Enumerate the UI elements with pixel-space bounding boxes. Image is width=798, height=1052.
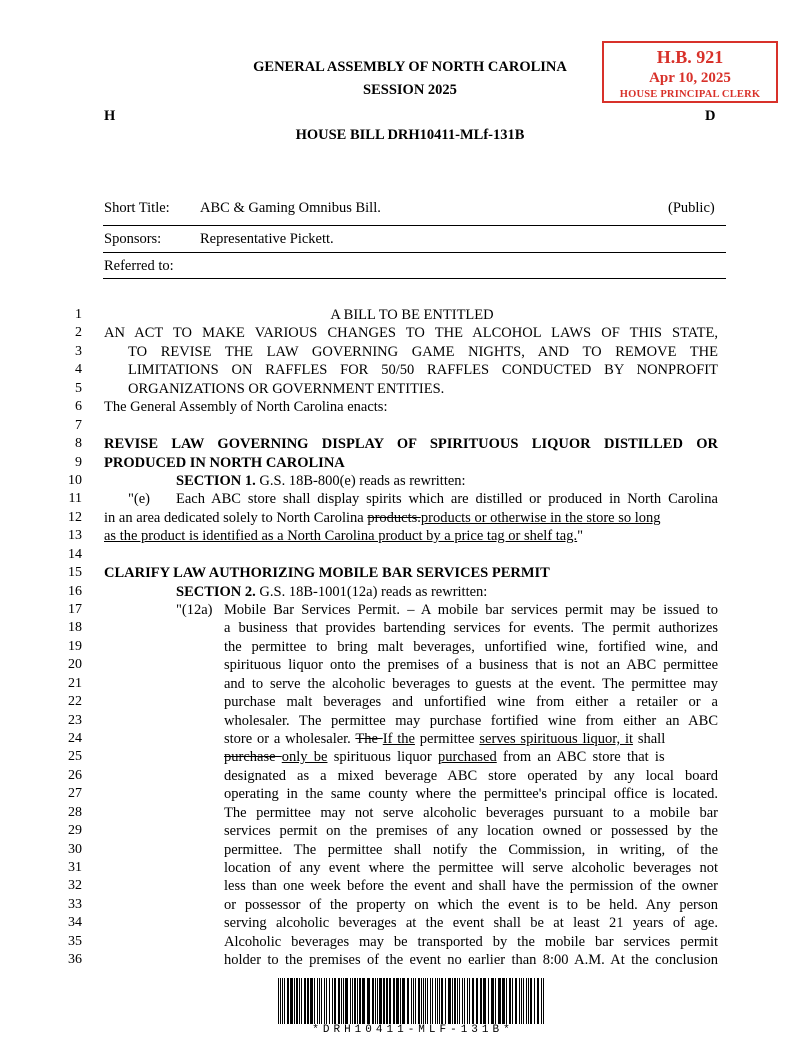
barcode-bar (543, 978, 544, 1024)
stamp-clerk: HOUSE PRINCIPAL CLERK (619, 89, 761, 100)
barcode-bar (519, 978, 520, 1024)
barcode-bar (413, 978, 414, 1024)
line-number: 7 (75, 418, 82, 433)
barcode-bar (294, 978, 295, 1024)
barcode-bar (411, 978, 412, 1024)
barcode-bar (469, 978, 470, 1024)
line-number: 5 (75, 381, 82, 396)
stamp-bill-number: H.B. 921 (656, 47, 724, 67)
barcode (278, 978, 548, 1026)
stamp-date: Apr 10, 2025 (649, 70, 731, 86)
line-number: 32 (68, 878, 82, 893)
line-number: 36 (68, 952, 82, 967)
line-number: 8 (75, 436, 82, 451)
barcode-bar (314, 978, 315, 1024)
barcode-bar (402, 978, 405, 1024)
statute-text: Each ABC store shall display spirits which are distilled or produced in North Carolina (176, 491, 718, 507)
barcode-bar (537, 978, 539, 1024)
statute-text: services permit on the premises of any location owned or possessed by the (224, 823, 718, 839)
line-number: 17 (68, 602, 82, 617)
inserted-text: If the (382, 731, 415, 747)
sponsors-value: Representative Pickett. (200, 231, 334, 247)
barcode-text: *DRH10411-MLF-131B* (312, 1024, 514, 1036)
statute-text: or possessor of the property on which the event is to be held. Any person (224, 897, 718, 913)
barcode-bar (430, 978, 431, 1024)
barcode-bar (301, 978, 302, 1024)
line-number: 18 (68, 620, 82, 635)
statute-text: in an area dedicated solely to North Carolina (104, 510, 368, 526)
deleted-text: The (355, 731, 383, 747)
barcode-bar (299, 978, 300, 1024)
short-title-value: ABC & Gaming Omnibus Bill. (200, 200, 381, 216)
section-1-text: G.S. 18B-800(e) reads as rewritten: (255, 473, 466, 489)
barcode-bar (521, 978, 522, 1024)
line-number: 27 (68, 786, 82, 801)
barcode-bar (512, 978, 513, 1024)
barcode-bar (432, 978, 433, 1024)
line-number: 16 (68, 584, 82, 599)
line-number: 3 (75, 344, 82, 359)
barcode-bar (290, 978, 293, 1024)
barcode-bar (296, 978, 298, 1024)
act-title-line: LIMITATIONS ON RAFFLES FOR 50/50 RAFFLES CONDUCTED BY NONPROFIT (128, 362, 718, 378)
barcode-bar (423, 978, 424, 1024)
barcode-bar (530, 978, 532, 1024)
statute-text: holder to the premises of the event no earlier than 8:00 A.M. At the conclusion (224, 952, 718, 968)
barcode-bar (437, 978, 438, 1024)
barcode-bar (338, 978, 340, 1024)
barcode-bar (310, 978, 313, 1024)
barcode-bar (472, 978, 474, 1024)
inserted-text: only be (281, 749, 328, 765)
inserted-text: products or otherwise in the store so long (420, 510, 661, 526)
line-number: 11 (68, 491, 82, 506)
barcode-bar (321, 978, 322, 1024)
statute-text: the permittee to bring malt beverages, unfortified wine, fortified wine, and (224, 639, 718, 655)
section-2-label: SECTION 2. (176, 584, 256, 600)
meta-divider (103, 252, 726, 253)
statute-text: Mobile Bar Services Permit. – A mobile bar services permit may be issued to (224, 602, 718, 618)
barcode-bar (362, 978, 365, 1024)
inserted-text: serves spirituous liquor, it (479, 731, 634, 747)
barcode-bar (357, 978, 358, 1024)
line-number: 34 (68, 915, 82, 930)
statute-text: store or a wholesaler. (224, 731, 356, 747)
barcode-bar (459, 978, 460, 1024)
barcode-bar (506, 978, 507, 1024)
barcode-bar (379, 978, 382, 1024)
barcode-bar (329, 978, 330, 1024)
inserted-text: as the product is identified as a North Carolina product by a price tag or shelf tag. (104, 528, 578, 544)
barcode-bar (332, 978, 333, 1024)
barcode-bar (415, 978, 416, 1024)
statute-text: shall (633, 731, 666, 747)
statute-text: less than one week before the event and shall have the permission of the owner (224, 878, 718, 894)
barcode-bar (304, 978, 306, 1024)
bill-heading: A BILL TO BE ENTITLED (330, 307, 494, 323)
section-heading: PRODUCED IN NORTH CAROLINA (104, 455, 345, 471)
line-number: 15 (68, 565, 82, 580)
statute-text: location of any event where the permittee will serve alcoholic beverages not (224, 860, 718, 876)
statute-text: designated as a mixed beverage ABC store operated by any local board (224, 768, 718, 784)
line-number: 21 (68, 676, 82, 691)
barcode-bar (439, 978, 440, 1024)
barcode-bar (418, 978, 420, 1024)
barcode-bar (317, 978, 318, 1024)
barcode-bar (528, 978, 529, 1024)
barcode-bar (377, 978, 378, 1024)
statute-text-amended (104, 528, 583, 545)
subsection-label: "(12a) (176, 602, 213, 618)
line-number: 26 (68, 768, 82, 783)
statute-text: spirituous liquor onto the premises of a business that is not an ABC permittee (224, 657, 718, 673)
line-number: 12 (68, 510, 82, 525)
line-number: 23 (68, 713, 82, 728)
barcode-bar (389, 978, 391, 1024)
inserted-text: purchased (437, 749, 497, 765)
barcode-bar (345, 978, 348, 1024)
line-number: 2 (75, 325, 82, 340)
statute-text: a business that provides bartending services for events. The permit authorizes (224, 620, 718, 636)
line-number: 6 (75, 399, 82, 414)
barcode-bar (367, 978, 370, 1024)
barcode-bar (284, 978, 285, 1024)
barcode-bar (386, 978, 388, 1024)
barcode-bar (509, 978, 511, 1024)
barcode-bar (352, 978, 353, 1024)
barcode-bar (534, 978, 535, 1024)
line-number: 13 (68, 528, 82, 543)
barcode-bar (341, 978, 342, 1024)
barcode-bar (523, 978, 524, 1024)
barcode-bar (396, 978, 399, 1024)
deleted-text: products. (367, 510, 421, 526)
barcode-bar (307, 978, 309, 1024)
short-title-label: Short Title: (104, 200, 170, 216)
section-2-text: G.S. 18B-1001(12a) reads as rewritten: (255, 584, 488, 600)
barcode-bar (488, 978, 489, 1024)
statute-text-amended (104, 510, 661, 527)
referred-label: Referred to: (104, 258, 174, 274)
barcode-bar (452, 978, 453, 1024)
act-title-line: TO REVISE THE LAW GOVERNING GAME NIGHTS, AND TO REMOVE THE (128, 344, 718, 360)
chamber-letter-left: H (104, 108, 116, 124)
barcode-bar (393, 978, 395, 1024)
barcode-bar (448, 978, 451, 1024)
line-number: 24 (68, 731, 82, 746)
barcode-bar (498, 978, 501, 1024)
barcode-bar (467, 978, 468, 1024)
enacting-clause: The General Assembly of North Carolina enacts: (104, 399, 388, 415)
barcode-bar (372, 978, 374, 1024)
barcode-bar (476, 978, 478, 1024)
barcode-bar (375, 978, 376, 1024)
statute-text: permittee (414, 731, 480, 747)
statute-text: spirituous liquor (327, 749, 438, 765)
barcode-bar (495, 978, 496, 1024)
statute-text: operating in the same county where the permittee's principal office is located. (224, 786, 718, 802)
barcode-bar (480, 978, 482, 1024)
chamber-letter-right: D (705, 108, 716, 124)
barcode-bar (400, 978, 401, 1024)
barcode-bar (282, 978, 283, 1024)
barcode-bar (526, 978, 527, 1024)
act-title-line: AN ACT TO MAKE VARIOUS CHANGES TO THE ALCOHOL LAWS OF THIS STATE, (104, 325, 718, 341)
section-1-label: SECTION 1. (176, 473, 256, 489)
barcode-bar (319, 978, 320, 1024)
meta-divider (103, 278, 726, 279)
statute-text: serving alcoholic beverages at the event shall be at least 21 years of age. (224, 915, 718, 931)
statute-text-amended (224, 749, 718, 766)
section-heading: CLARIFY LAW AUTHORIZING MOBILE BAR SERVICES PERMIT (104, 565, 550, 581)
barcode-bar (502, 978, 505, 1024)
line-number: 10 (68, 473, 82, 488)
barcode-bar (383, 978, 385, 1024)
line-number: 9 (75, 455, 82, 470)
statute-text: Alcoholic beverages may be transported by the mobile bar services permit (224, 934, 718, 950)
statute-text: wholesaler. The permittee may purchase fortified wine from either an ABC (224, 713, 718, 729)
deleted-text: purchase (224, 749, 282, 765)
line-number: 4 (75, 362, 82, 377)
statute-text: and to serve the alcoholic beverages to guests at the event. The permittee may (224, 676, 718, 692)
close-quote: " (577, 528, 584, 544)
barcode-bar (454, 978, 456, 1024)
line-number: 28 (68, 805, 82, 820)
line-number: 33 (68, 897, 82, 912)
barcode-bar (435, 978, 436, 1024)
line-number: 1 (75, 307, 82, 322)
statute-text-amended (224, 731, 718, 748)
line-number: 25 (68, 749, 82, 764)
barcode-bar (515, 978, 517, 1024)
barcode-bar (457, 978, 458, 1024)
bill-title: HOUSE BILL DRH10411-MLf-131B (295, 127, 525, 143)
statute-text: purchase malt beverages and unfortified wine from either a retailer or a (224, 694, 718, 710)
barcode-bar (359, 978, 361, 1024)
public-label: (Public) (668, 200, 715, 216)
barcode-bar (278, 978, 279, 1024)
barcode-bar (421, 978, 422, 1024)
barcode-bar (407, 978, 409, 1024)
section-heading: REVISE LAW GOVERNING DISPLAY OF SPIRITUOUS LIQUOR DISTILLED OR (104, 436, 718, 452)
barcode-bar (326, 978, 327, 1024)
statute-text: permittee. The permittee shall notify the Commission, in writing, of the (224, 842, 718, 858)
line-number: 29 (68, 823, 82, 838)
statute-text: from an ABC store that is (496, 749, 665, 765)
line-number: 30 (68, 842, 82, 857)
barcode-bar (354, 978, 356, 1024)
barcode-bar (462, 978, 463, 1024)
line-number: 22 (68, 694, 82, 709)
line-number: 31 (68, 860, 82, 875)
session-title: SESSION 2025 (363, 82, 457, 98)
line-number: 14 (68, 547, 82, 562)
barcode-bar (427, 978, 428, 1024)
statute-text: The permittee may not serve alcoholic beverages pursuant to a mobile bar (224, 805, 718, 821)
barcode-bar (541, 978, 542, 1024)
assembly-title: GENERAL ASSEMBLY OF NORTH CAROLINA (253, 59, 567, 75)
line-number: 35 (68, 934, 82, 949)
barcode-bar (464, 978, 465, 1024)
line-number: 20 (68, 657, 82, 672)
section-2-intro (176, 584, 487, 601)
barcode-bar (441, 978, 443, 1024)
barcode-bar (425, 978, 426, 1024)
barcode-bar (324, 978, 325, 1024)
barcode-bar (483, 978, 486, 1024)
barcode-bar (343, 978, 344, 1024)
barcode-bar (334, 978, 336, 1024)
barcode-bar (287, 978, 289, 1024)
filing-stamp (602, 41, 778, 103)
barcode-bar (280, 978, 281, 1024)
line-number: 19 (68, 639, 82, 654)
barcode-bar (350, 978, 351, 1024)
barcode-bar (491, 978, 494, 1024)
sponsors-label: Sponsors: (104, 231, 162, 247)
subsection-label: "(e) (128, 491, 151, 507)
barcode-bar (445, 978, 446, 1024)
section-1-intro (176, 473, 466, 490)
act-title-line: ORGANIZATIONS OR GOVERNMENT ENTITIES. (128, 381, 445, 397)
meta-divider (103, 225, 726, 226)
